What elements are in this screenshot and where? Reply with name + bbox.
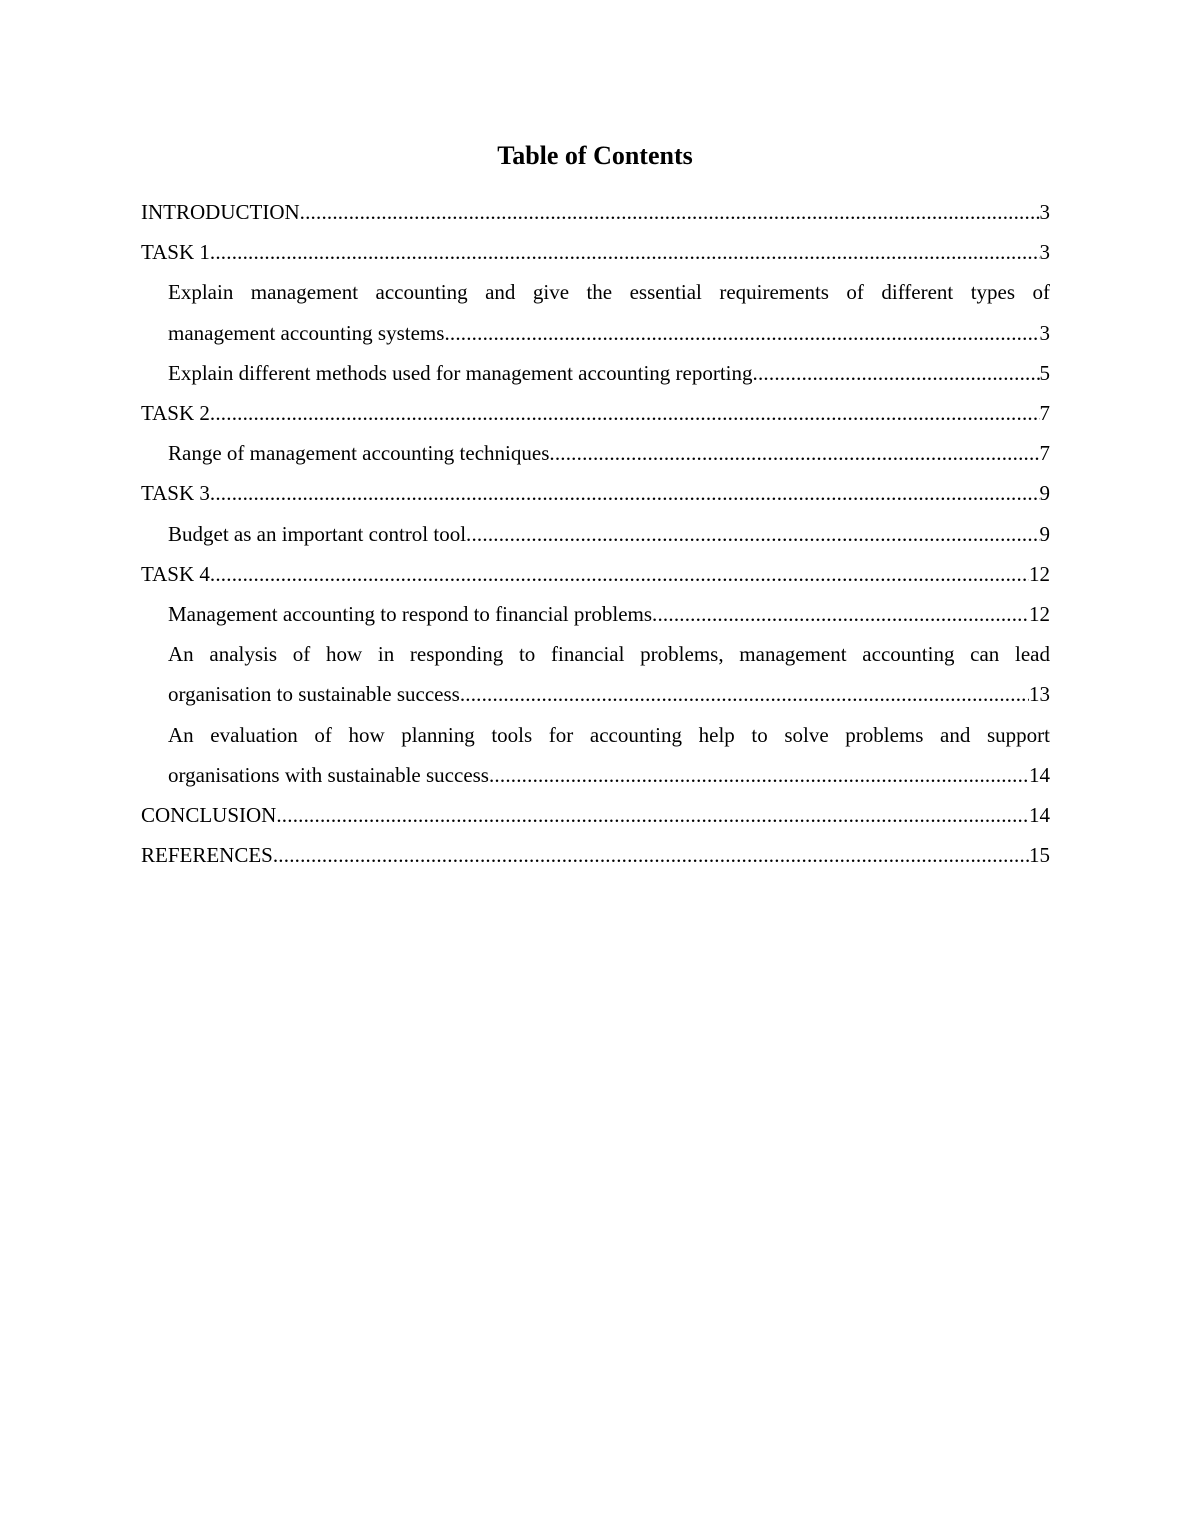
dot-leader bbox=[460, 674, 1029, 714]
toc-entry-line bbox=[141, 835, 1050, 875]
table-of-contents bbox=[141, 192, 1050, 875]
toc-page-number: 9 bbox=[1039, 521, 1050, 546]
dot-leader bbox=[273, 835, 1029, 875]
dot-leader bbox=[210, 232, 1040, 272]
toc-entry-line bbox=[168, 353, 1050, 393]
toc-entry-line bbox=[141, 554, 1050, 594]
toc-entry-line bbox=[141, 795, 1050, 835]
toc-entry[interactable] bbox=[141, 473, 1050, 513]
toc-entry-label: TASK 3 bbox=[141, 473, 210, 513]
toc-entry[interactable] bbox=[168, 715, 1050, 795]
toc-entry[interactable] bbox=[141, 232, 1050, 272]
dot-leader bbox=[489, 755, 1029, 795]
toc-entry-line bbox=[168, 313, 1050, 353]
toc-entry-label: TASK 2 bbox=[141, 393, 210, 433]
toc-page-number: 7 bbox=[1039, 401, 1050, 426]
toc-entry-label: TASK 1 bbox=[141, 232, 210, 272]
toc-entry-label: management accounting systems bbox=[168, 313, 444, 353]
toc-entry-label: Management accounting to respond to financial problems bbox=[168, 594, 652, 634]
dot-leader bbox=[466, 514, 1039, 554]
toc-entry-label: TASK 4 bbox=[141, 554, 210, 594]
toc-page-number: 12 bbox=[1029, 602, 1050, 627]
toc-entry-text-line: An analysis of how in responding to financial problems, management accounting can lead bbox=[168, 642, 1050, 667]
toc-entry-line bbox=[168, 755, 1050, 795]
toc-entry[interactable] bbox=[141, 393, 1050, 433]
toc-entry-label: REFERENCES bbox=[141, 835, 273, 875]
toc-entry-line bbox=[168, 594, 1050, 634]
toc-page-number: 12 bbox=[1029, 561, 1050, 586]
toc-entry-line bbox=[141, 232, 1050, 272]
toc-page-number: 3 bbox=[1039, 240, 1050, 265]
toc-page-number: 3 bbox=[1039, 200, 1050, 224]
toc-entry-line bbox=[141, 192, 1050, 232]
toc-entry-label: Range of management accounting techniques bbox=[168, 433, 549, 473]
dot-leader bbox=[276, 795, 1029, 835]
toc-entry-label: organisations with sustainable success bbox=[168, 755, 489, 795]
dot-leader bbox=[549, 433, 1039, 473]
dot-leader bbox=[753, 353, 1040, 393]
toc-entry-label: INTRODUCTION bbox=[141, 192, 300, 232]
toc-entry[interactable] bbox=[168, 634, 1050, 714]
toc-page-number: 14 bbox=[1029, 803, 1050, 828]
toc-entry[interactable] bbox=[141, 795, 1050, 835]
toc-entry-text-line: An evaluation of how planning tools for accounting help to solve problems and support bbox=[168, 722, 1050, 747]
dot-leader bbox=[300, 192, 1040, 232]
toc-entry-line bbox=[141, 473, 1050, 513]
toc-entry[interactable] bbox=[141, 835, 1050, 875]
toc-entry-label: Budget as an important control tool bbox=[168, 514, 466, 554]
toc-entry[interactable] bbox=[141, 554, 1050, 594]
toc-entry[interactable] bbox=[168, 514, 1050, 554]
dot-leader bbox=[210, 393, 1040, 433]
toc-entry-label: organisation to sustainable success bbox=[168, 674, 460, 714]
toc-entry[interactable] bbox=[168, 272, 1050, 352]
toc-entry-label: Explain different methods used for management accounting reporting bbox=[168, 353, 753, 393]
toc-entry-text-line: Explain management accounting and give the essential requirements of different types of bbox=[168, 280, 1050, 305]
toc-page-number: 5 bbox=[1039, 360, 1050, 385]
toc-entry-line bbox=[168, 433, 1050, 473]
dot-leader bbox=[210, 473, 1040, 513]
toc-entry[interactable] bbox=[168, 594, 1050, 634]
toc-entry[interactable] bbox=[168, 353, 1050, 393]
toc-page-number: 9 bbox=[1039, 481, 1050, 506]
dot-leader bbox=[210, 554, 1029, 594]
toc-page-number: 3 bbox=[1039, 320, 1050, 345]
toc-title: Table of Contents bbox=[497, 141, 693, 170]
toc-entry-line bbox=[168, 674, 1050, 714]
toc-entry-line bbox=[168, 514, 1050, 554]
toc-entry[interactable] bbox=[168, 433, 1050, 473]
toc-page-number: 13 bbox=[1029, 682, 1050, 707]
toc-page-number: 14 bbox=[1029, 762, 1050, 787]
toc-page-number: 7 bbox=[1039, 441, 1050, 466]
dot-leader bbox=[444, 313, 1039, 353]
toc-entry-label: CONCLUSION bbox=[141, 795, 276, 835]
toc-entry[interactable] bbox=[141, 192, 1050, 232]
toc-page-number: 15 bbox=[1029, 843, 1050, 868]
dot-leader bbox=[652, 594, 1029, 634]
toc-entry-line bbox=[141, 393, 1050, 433]
